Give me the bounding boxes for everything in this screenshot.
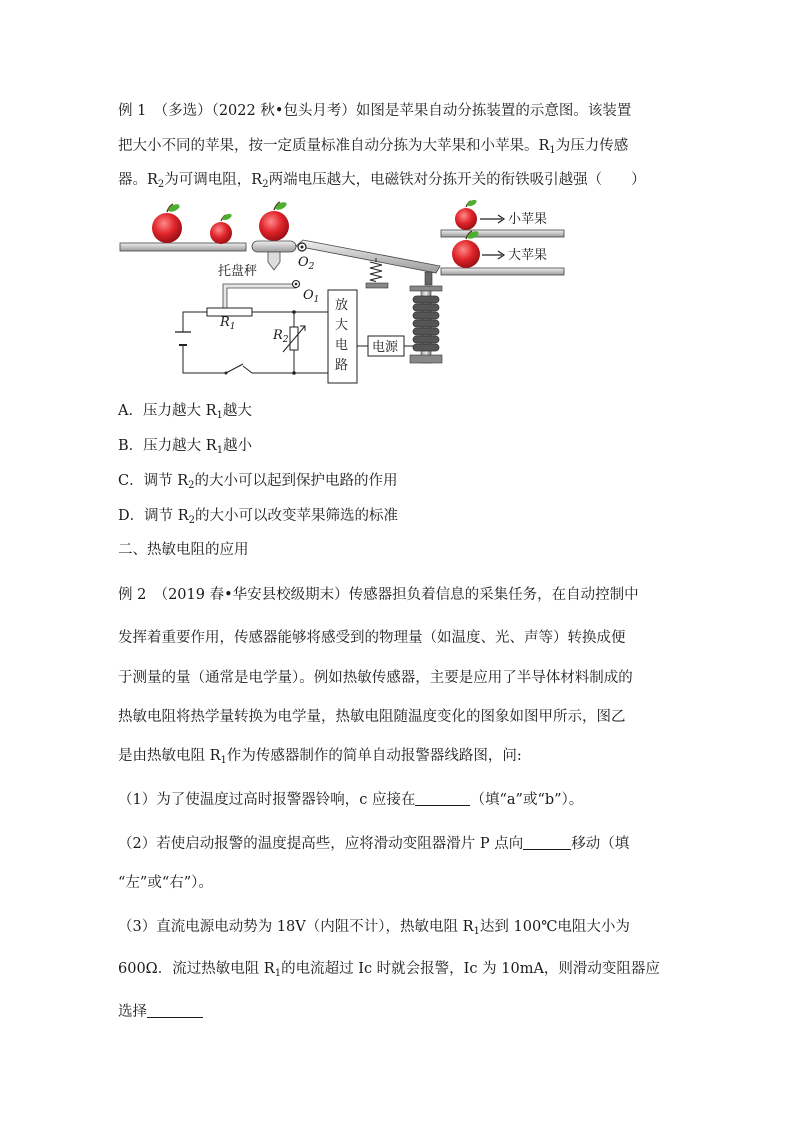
small-apple-shelf <box>441 230 564 237</box>
q2-line1: 例 2 （2019 春•华安县校级期末）传感器担负着信息的采集任务，在自动控制中 <box>118 587 639 603</box>
q1-line1: 例 1 （多选）（2022 秋•包头月考）如图是苹果自动分拣装置的示意图。该装置 <box>118 103 632 119</box>
answer-blank-2[interactable] <box>523 835 571 850</box>
q2-line2: 发挥着重要作用，传感器能够将感受到的物理量（如温度、光、声等）转换成便 <box>118 630 626 646</box>
q2-part3-cont: 600Ω．流过热敏电阻 $R_1$的电流超过 Ic 时就会报警，Ic 为 10mA，则滑动变阻器应 <box>118 961 660 979</box>
left-shelf <box>120 243 246 251</box>
q1-line2: 把大小不同的苹果，按一定质量标准自动分拣为大苹果和小苹果。$R_1$为压力传感 <box>118 138 629 156</box>
q2-part2-cont: “左”或“右”）。 <box>118 875 213 891</box>
tray-scale-label: 托盘秤 <box>218 264 258 279</box>
r1-label: $R_1$ <box>220 315 236 332</box>
amp-char-1: 放 <box>335 298 349 313</box>
option-a: A．压力越大 $R_1$越大 <box>118 403 252 421</box>
big-apple-shelf <box>441 268 564 275</box>
apple-icon <box>210 213 233 244</box>
o2-label: $O_2$ <box>298 255 315 272</box>
q2-part3: （3）直流电源电动势为 18V（内阻不计），热敏电阻 $R_1$达到 100℃电阻大小为 <box>118 919 630 937</box>
spring <box>370 262 382 282</box>
amp-char-3: 电 <box>335 338 349 353</box>
q2-part2: （2）若使启动报警的温度提高些，应将滑动变阻器滑片 P 点向 移动（填 <box>118 836 630 852</box>
option-b: B．压力越大 $R_1$越小 <box>118 438 253 456</box>
apple-icon <box>259 201 289 241</box>
o1-label: $O_1$ <box>303 288 320 305</box>
lever-arm <box>296 240 440 273</box>
power-label: 电源 <box>372 340 399 355</box>
section-heading: 二、热敏电阻的应用 <box>118 542 249 558</box>
option-d: D．调节 $R_2$的大小可以改变苹果筛选的标准 <box>118 508 399 526</box>
r2-label: $R_2$ <box>273 328 289 345</box>
small-apple-label: 小苹果 <box>508 212 548 227</box>
amp-char-2: 大 <box>335 318 349 333</box>
q2-line3: 于测量的量（通常是电学量）。例如热敏传感器，主要是应用了半导体材料制成的 <box>118 670 633 686</box>
amp-char-4: 路 <box>335 358 349 373</box>
apple-icon <box>455 199 478 230</box>
q1-line3: 器。$R_2$为可调电阻，$R_2$两端电压越大，电磁铁对分拣开关的衔铁吸引越强（ ） <box>118 172 646 190</box>
q2-line4: 热敏电阻将热学量转换为电学量，热敏电阻随温度变化的图象如图甲所示，图乙 <box>118 709 626 725</box>
switch-icon <box>226 364 243 373</box>
q2-part1: （1）为了使温度过高时报警器铃响，c 应接在 （填“a”或“b”）。 <box>118 792 584 808</box>
tray-plate <box>252 241 296 252</box>
answer-blank-1[interactable] <box>415 791 470 806</box>
answer-blank-3[interactable] <box>147 1003 203 1018</box>
q2-part3-end: 选择 <box>118 1002 678 1022</box>
big-apple-label: 大苹果 <box>508 248 548 263</box>
apple-sorter-diagram <box>0 0 794 400</box>
apple-icon <box>152 203 182 243</box>
tray-stem <box>268 252 280 270</box>
option-c: C．调节 $R_2$的大小可以起到保护电路的作用 <box>118 473 398 491</box>
electromagnet-coil <box>413 296 439 351</box>
q2-line5: 是由热敏电阻 $R_1$作为传感器制作的简单自动报警器线路图，问: <box>118 748 522 766</box>
